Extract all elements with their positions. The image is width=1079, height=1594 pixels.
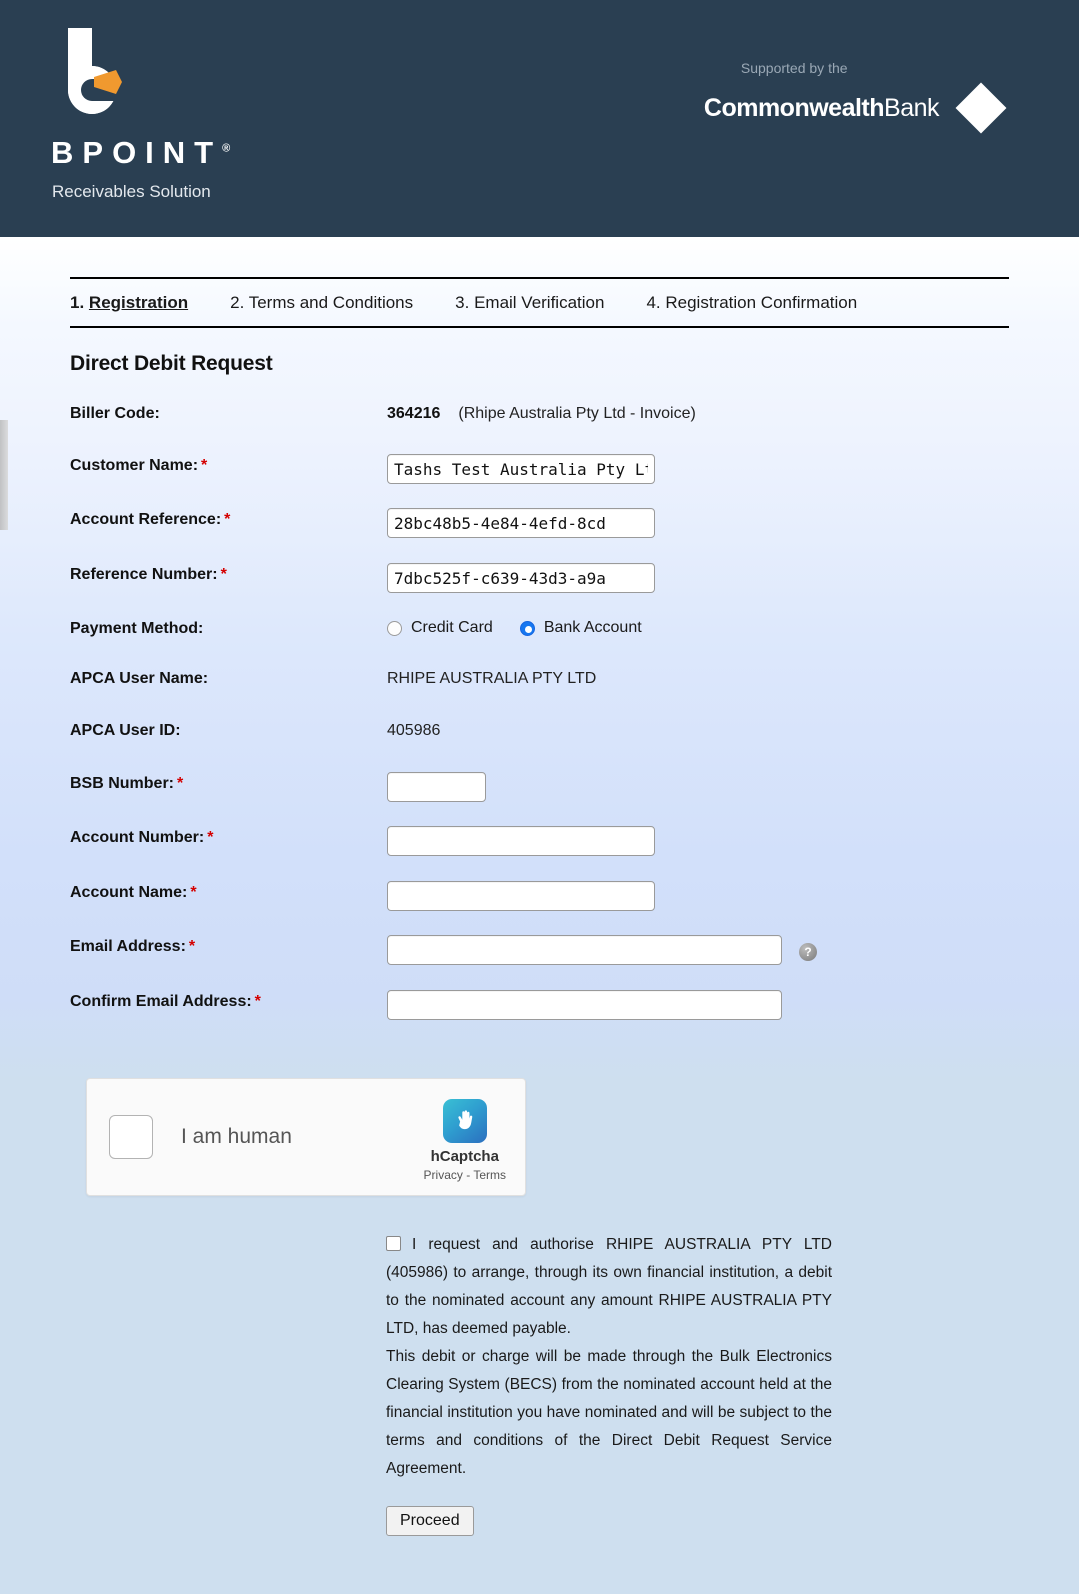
- reference-number-input[interactable]: [387, 563, 655, 593]
- form-row-account-number: [0, 826, 1079, 881]
- page-title: Direct Debit Request: [70, 352, 273, 375]
- tab-terms-label: Terms and Conditions: [248, 293, 414, 312]
- tab-email-number: 3.: [455, 293, 470, 312]
- radio-bank-account-indicator[interactable]: [520, 621, 535, 636]
- authorisation-paragraph-2: This debit or charge will be made through the Bulk Electronics Clearing System (BECS) from the nominated account held at the financial institution you have nominated and will be subject to the terms and conditions of the Direct Debit Request Service Agreement.: [386, 1348, 832, 1477]
- tab-registration-confirmation[interactable]: [646, 293, 857, 313]
- bank-name-light: Bank: [884, 93, 939, 122]
- progress-tabs-wrapper: [70, 237, 1009, 328]
- account-name-label: [70, 881, 387, 902]
- form-row-apca-user-id: [0, 719, 1079, 772]
- tabs-bottom-divider: [70, 326, 1009, 328]
- waving-hand-glyph: [452, 1108, 478, 1134]
- required-asterisk: *: [190, 884, 197, 901]
- hcaptcha-left: [87, 1115, 292, 1159]
- bpoint-tagline: Receivables Solution: [52, 182, 211, 201]
- form-row-bsb-number: [0, 772, 1079, 826]
- form-row-reference-number: [0, 563, 1079, 617]
- authorisation-paragraph-1: [386, 1231, 832, 1343]
- required-asterisk: *: [224, 511, 231, 528]
- apca-user-name-label: APCA User Name:: [70, 670, 209, 687]
- hcaptcha-brand-name: hCaptcha: [430, 1147, 499, 1165]
- radio-credit-card[interactable]: [387, 619, 493, 637]
- account-number-input[interactable]: [387, 826, 655, 856]
- tab-registration[interactable]: [70, 293, 188, 313]
- apca-user-id-label: APCA User ID:: [70, 722, 181, 739]
- hcaptcha-label: I am human: [181, 1125, 292, 1148]
- payment-method-radio-group: [387, 617, 642, 637]
- biller-code-value: [387, 402, 696, 423]
- bpoint-mark-icon: [46, 20, 156, 130]
- progress-tabs: [70, 279, 1009, 326]
- help-question-icon[interactable]: ?: [799, 943, 817, 961]
- account-number-label-text: Account Number:: [70, 829, 205, 846]
- email-address-label: [70, 935, 387, 956]
- bsb-number-label: [70, 772, 387, 793]
- authorisation-checkbox[interactable]: [386, 1236, 401, 1251]
- tab-registration-number: 1.: [70, 293, 85, 312]
- bank-name-bold: Commonwealth: [703, 93, 885, 122]
- commonwealth-bank-wordmark: [704, 94, 939, 123]
- tab-email-label: Email Verification: [474, 293, 605, 312]
- required-asterisk: *: [207, 829, 214, 846]
- tab-confirmation-label: Registration Confirmation: [665, 293, 858, 312]
- supported-by-label: Supported by the: [740, 60, 848, 76]
- hcaptcha-checkbox[interactable]: [109, 1115, 153, 1159]
- apca-user-id-value: 405986: [387, 722, 441, 739]
- form-row-payment-method: [0, 617, 1079, 667]
- authorisation-block: [386, 1231, 832, 1536]
- form-row-customer-name: [0, 454, 1079, 508]
- payment-method-label: Payment Method:: [70, 620, 204, 637]
- authorisation-paragraph-1-text: I request and authorise RHIPE AUSTRALIA PTY LTD (405986) to arrange, through its own financial institution, a debit to the nominated account any amount RHIPE AUSTRALIA PTY LTD, has deemed payable.: [386, 1236, 832, 1337]
- confirm-email-address-input[interactable]: [387, 990, 782, 1020]
- customer-name-label-text: Customer Name:: [70, 457, 199, 474]
- proceed-button[interactable]: Proceed: [386, 1506, 474, 1536]
- apca-user-name-value: RHIPE AUSTRALIA PTY LTD: [387, 670, 597, 687]
- required-asterisk: *: [201, 457, 208, 474]
- hcaptcha-privacy-terms-links[interactable]: Privacy - Terms: [423, 1167, 506, 1182]
- bsb-number-input[interactable]: [387, 772, 486, 802]
- main-content: [0, 237, 1079, 1536]
- form-row-apca-user-name: [0, 667, 1079, 719]
- customer-name-input[interactable]: [387, 454, 655, 484]
- tab-confirmation-number: 4.: [646, 293, 661, 312]
- direct-debit-form: [0, 402, 1079, 1030]
- confirm-email-label-text: Confirm Email Address:: [70, 993, 252, 1010]
- account-reference-input[interactable]: [387, 508, 655, 538]
- tab-terms-and-conditions[interactable]: [230, 293, 413, 313]
- account-reference-label: [70, 508, 387, 529]
- radio-bank-account[interactable]: [520, 619, 642, 637]
- form-row-account-reference: [0, 508, 1079, 563]
- radio-credit-card-label: Credit Card: [411, 619, 493, 636]
- required-asterisk: *: [177, 775, 184, 792]
- account-number-label: [70, 826, 387, 847]
- radio-credit-card-indicator[interactable]: [387, 621, 402, 636]
- email-address-label-text: Email Address:: [70, 938, 186, 955]
- account-reference-label-text: Account Reference:: [70, 511, 222, 528]
- biller-code-label: Biller Code:: [70, 405, 160, 422]
- reference-number-label: [70, 563, 387, 584]
- form-row-confirm-email-address: [0, 990, 1079, 1030]
- required-asterisk: *: [188, 938, 196, 955]
- site-header: [0, 0, 1079, 237]
- customer-name-label: [70, 454, 387, 475]
- bsb-number-label-text: BSB Number:: [70, 775, 175, 792]
- commonwealth-bank-block: [704, 60, 999, 126]
- tab-email-verification[interactable]: [455, 293, 604, 313]
- tab-registration-label: Registration: [88, 293, 189, 312]
- account-name-label-text: Account Name:: [70, 884, 188, 901]
- account-name-input[interactable]: [387, 881, 655, 911]
- form-row-account-name: [0, 881, 1079, 935]
- required-asterisk: *: [254, 993, 261, 1010]
- required-asterisk: *: [220, 566, 227, 583]
- biller-code-number: 364216: [387, 405, 441, 422]
- biller-code-description: (Rhipe Australia Pty Ltd - Invoice): [458, 405, 696, 422]
- diamond-icon: [956, 83, 1007, 134]
- reference-number-label-text: Reference Number:: [70, 566, 218, 583]
- hcaptcha-widget[interactable]: [86, 1078, 526, 1196]
- bpoint-logo[interactable]: [46, 20, 286, 202]
- email-address-input[interactable]: [387, 935, 782, 965]
- form-row-email-address: [0, 935, 1079, 990]
- confirm-email-address-label: [70, 990, 387, 1011]
- bpoint-wordmark: BPOINT®: [51, 135, 231, 170]
- trademark-symbol: ®: [222, 142, 231, 155]
- radio-bank-account-label: Bank Account: [543, 619, 642, 636]
- waving-hand-icon: [443, 1099, 487, 1143]
- form-row-biller-code: [0, 402, 1079, 454]
- hcaptcha-branding: [424, 1093, 525, 1182]
- tab-terms-number: 2.: [230, 293, 245, 312]
